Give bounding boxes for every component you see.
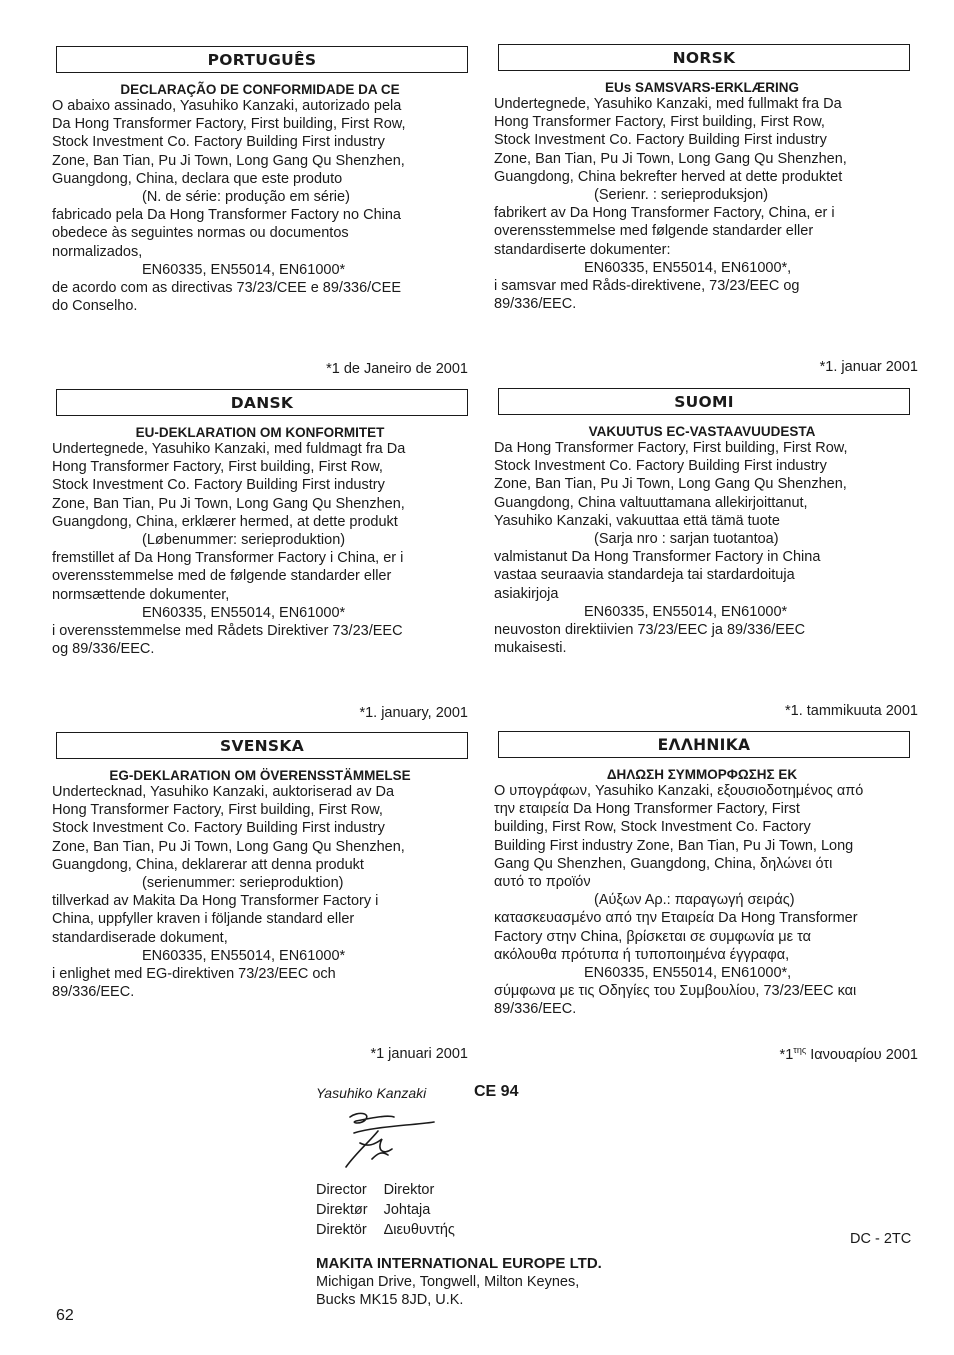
company-name: MAKITA INTERNATIONAL EUROPE LTD.: [316, 1255, 602, 1272]
standards-list: EN60335, EN55014, EN61000*: [142, 947, 346, 964]
company-address-line-1: Michigan Drive, Tongwell, Milton Keynes,: [316, 1274, 580, 1290]
declaration-text-2: fabricado pela Da Hong Transformer Factory no China obedece às seguintes normas ou documentos normalizados,: [52, 207, 401, 260]
declaration-text: O abaixo assinado, Yasuhiko Kanzaki, autorizado pela Da Hong Transformer Factory, First building, First Row, Stock Investment Co. Factory Building First industry Zone, Ban Tian, Pu Ji Town, Long Gang Qu Shenzhen, Guangdong, China, declara que este produto: [52, 98, 406, 187]
title-row: [316, 1200, 471, 1220]
declaration-text-3: i overensstemmelse med Rådets Direktiver 73/23/EEC og 89/336/EEC.: [52, 623, 403, 658]
section-header: DANSK: [56, 389, 468, 416]
company-block: [316, 1255, 602, 1309]
standards-list: EN60335, EN55014, EN61000*: [584, 603, 788, 620]
section-subtitle: EG-DEKLARATION OM ÖVERENSSTÄMMELSE: [109, 768, 411, 783]
section-header: PORTUGUÊS: [56, 46, 468, 73]
date-rest: Ιανουαρίου 2001: [806, 1046, 918, 1063]
signature-block: [316, 1085, 736, 1103]
title-row: [316, 1180, 471, 1200]
declaration-text-3: σύμφωνα με τις Οδηγίες του Συμβουλίου, 73/23/EEC και 89/336/EEC.: [494, 983, 857, 1018]
section-ellinika: [494, 731, 910, 1019]
declaration-text: Ο υπογράφων, Yasuhiko Kanzaki, εξουσιοδοτημένος από την εταιρεία Da Hong Transformer Factory, First building, First Row, Stock Investment Co. Factory Building First industry Zone, Ban Tian, Pu Ji Town, Long Gang Qu Shenzhen, Guangdong, China, δηλώνει ότι αυτό το προϊόν: [494, 783, 864, 891]
date-ellinika: [502, 1045, 918, 1063]
section-subtitle: VAKUUTUS EC-VASTAAVUUDESTA: [588, 424, 816, 439]
declaration-text-3: i samsvar med Råds-direktivene, 73/23/EEC og 89/336/EEC.: [494, 278, 800, 313]
document-code: DC - 2TC: [850, 1231, 912, 1247]
section-norsk: [494, 44, 910, 313]
title-cell: Direktør: [316, 1202, 368, 1218]
date-svenska: *1 januari 2001: [370, 1046, 468, 1062]
serial-note: (Løbenummer: serieproduktion): [142, 532, 346, 549]
date-norsk: *1. januar 2001: [819, 359, 918, 375]
serial-note: (Αύξων Αρ.: παραγωγή σειράς): [594, 892, 795, 909]
handwritten-signature: [336, 1109, 446, 1173]
standards-list: EN60335, EN55014, EN61000*: [142, 261, 346, 278]
serial-note: (Serienr. : serieproduksjon): [594, 187, 769, 204]
section-suomi: [494, 388, 910, 657]
title-cell: Direktör: [316, 1222, 367, 1238]
declaration-text: Undertegnede, Yasuhiko Kanzaki, med fuldmagt fra Da Hong Transformer Factory, First building, First Row, Stock Investment Co. Factory Building First industry Zone, Ban Tian, Pu Ji Town, Long Gang Qu Shenzhen, Guangdong, China, erklærer hermed, at dette produkt: [52, 441, 406, 530]
section-header: SUOMI: [498, 388, 910, 415]
title-row: [316, 1220, 471, 1240]
section-dansk: [52, 389, 468, 658]
serial-note: (serienummer: serieproduktion): [142, 875, 344, 892]
declaration-text: Undertegnede, Yasuhiko Kanzaki, med fullmakt fra Da Hong Transformer Factory, First building, First Row, Stock Investment Co. Factory Building First industry Zone, Ban Tian, Pu Ji Town, Long Gang Qu Shenzhen, Guangdong, China bekrefter herved at dette produktet: [494, 96, 847, 185]
declaration-text-3: i enlighet med EG-direktiven 73/23/EEC och 89/336/EEC.: [52, 966, 336, 1001]
section-subtitle: ΔΗΛΩΣΗ ΣΥΜΜΟΡΦΩΣΗΣ ΕΚ: [606, 767, 798, 782]
declaration-text-2: fabrikert av Da Hong Transformer Factory, China, er i overensstemmelse med følgende standarder eller standardiserte dokumenter:: [494, 205, 835, 258]
section-subtitle: DECLARAÇÃO DE CONFORMIDADE DA CE: [120, 82, 400, 97]
standards-list: EN60335, EN55014, EN61000*: [142, 604, 346, 621]
declaration-text-2: κατασκευασμένο από την Εταιρεία Da Hong Transformer Factory στην China, βρίσκεται σε συμφωνία με τα ακόλουθα πρότυπα ή τυποποιημένα έγγραφα,: [494, 910, 858, 963]
section-subtitle: EUs SAMSVARS-ERKLÆRING: [604, 80, 800, 95]
title-cell: Johtaja: [383, 1202, 431, 1218]
section-header: SVENSKA: [56, 732, 468, 759]
title-cell: Director: [316, 1182, 367, 1198]
standards-list: EN60335, EN55014, EN61000*,: [584, 965, 792, 982]
declaration-text-2: fremstillet af Da Hong Transformer Factory i China, er i overensstemmelse med de følgende standarder eller normsættende dokumenter,: [52, 550, 404, 603]
declaration-text: Undertecknad, Yasuhiko Kanzaki, auktoriserad av Da Hong Transformer Factory, First building, First Row, Stock Investment Co. Factory Building First industry Zone, Ban Tian, Pu Ji Town, Long Gang Qu Shenzhen, Guangdong, China, deklarerar att denna produkt: [52, 784, 405, 873]
section-header: NORSK: [498, 44, 910, 71]
declaration-text: Da Hong Transformer Factory, First building, First Row, Stock Investment Co. Factory Building First industry Zone, Ban Tian, Pu Ji Town, Long Gang Qu Shenzhen, Guangdong, China valtuuttamana allekirjoittanut, Yasuhiko Kanzaki, vakuuttaa että tämä tuote: [494, 440, 848, 529]
date-portugues: *1 de Janeiro de 2001: [326, 361, 468, 377]
signatory-name: Yasuhiko Kanzaki: [316, 1085, 427, 1101]
declaration-text-2: tillverkad av Makita Da Hong Transformer Factory i China, uppfyller kraven i följande standard eller standardiserade dokument,: [52, 893, 379, 946]
standards-list: EN60335, EN55014, EN61000*,: [584, 259, 792, 276]
serial-note: (N. de série: produção em série): [142, 189, 350, 206]
signatory-titles: [316, 1180, 471, 1240]
section-subtitle: EU-DEKLARATION OM KONFORMITET: [135, 425, 385, 440]
date-suomi: *1. tammikuuta 2001: [785, 703, 918, 719]
company-address-line-2: Bucks MK15 8JD, U.K.: [316, 1292, 464, 1308]
title-cell: Διευθυντής: [383, 1222, 455, 1238]
date-superscript: της: [793, 1045, 807, 1055]
declaration-text-2: valmistanut Da Hong Transformer Factory in China vastaa seuraavia standardeja tai stardardoituja asiakirjoja: [494, 549, 821, 602]
section-header: ΕΛΛΗΝΙΚΑ: [498, 731, 910, 758]
serial-note: (Sarja nro : sarjan tuotantoa): [594, 531, 779, 548]
title-cell: Direktor: [383, 1182, 435, 1198]
declaration-text-3: de acordo com as directivas 73/23/CEE e 89/336/CEE do Conselho.: [52, 280, 401, 315]
section-portugues: [52, 46, 468, 315]
page-number: 62: [56, 1307, 74, 1324]
ce-code: CE 94: [474, 1083, 519, 1100]
date-dansk: *1. january, 2001: [359, 705, 468, 721]
section-svenska: [52, 732, 468, 1001]
date-prefix: *1: [779, 1046, 794, 1063]
declaration-text-3: neuvoston direktiivien 73/23/EEC ja 89/336/EEC mukaisesti.: [494, 622, 806, 657]
